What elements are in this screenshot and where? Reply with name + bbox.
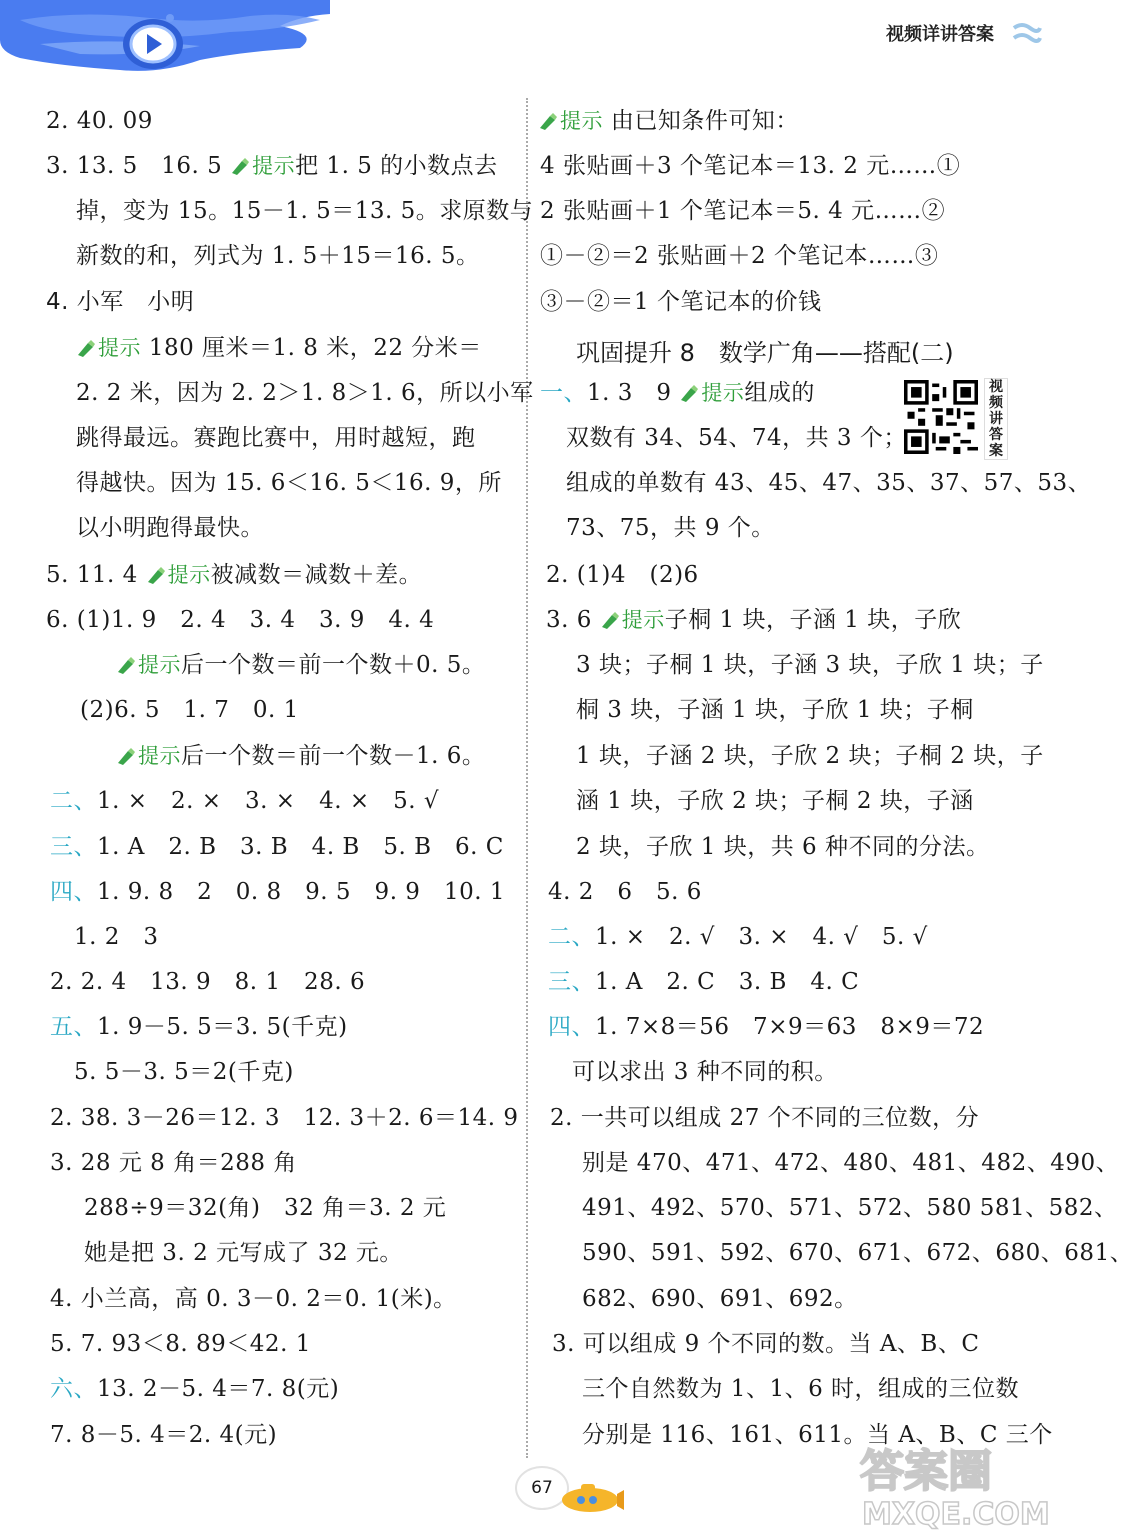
pencil-icon <box>538 112 558 130</box>
wave-icon <box>1012 20 1042 44</box>
pencil-icon <box>146 566 166 584</box>
hint-tag: 提示 <box>600 608 665 632</box>
header-title: 视频详讲答案 <box>886 24 994 45</box>
answer-line: 3 块；子桐 1 块，子涵 3 块，子欣 1 块；子 <box>576 652 1044 678</box>
hint-tag: 提示 <box>146 563 211 587</box>
column-divider <box>526 98 528 1458</box>
answer-line: 590、591、592、670、671、672、680、681、 <box>582 1240 1133 1266</box>
answer-line: 4 张贴画＋3 个笔记本＝13. 2 元……① <box>540 153 961 179</box>
answer-line: 二、1. × 2. √ 3. × 4. √ 5. √ <box>548 924 928 950</box>
answer-line: 四、1. 9. 8 2 0. 8 9. 5 9. 9 10. 1 <box>50 879 505 905</box>
pencil-icon <box>600 611 620 629</box>
answer-line: 7. 8－5. 4＝2. 4(元) <box>50 1422 278 1448</box>
answer-line: 1 块，子涵 2 块，子欣 2 块；子桐 2 块，子 <box>576 743 1044 769</box>
answer-line: 4. 小兰高，高 0. 3－0. 2＝0. 1(米)。 <box>50 1286 457 1312</box>
answer-line: 2. 38. 3－26＝12. 3 12. 3＋2. 6＝14. 9 <box>50 1105 519 1131</box>
watermark-logo <box>852 1436 1057 1532</box>
hint-tag: 提示 <box>230 154 295 178</box>
watermark-text-cn: 答案圈 <box>860 1446 992 1497</box>
answer-line: 分别是 116、161、611。当 A、B、C 三个 <box>582 1422 1053 1448</box>
answer-line: 5. 11. 4 提示被减数＝减数＋差。 <box>46 562 423 588</box>
answer-line: 她是把 3. 2 元写成了 32 元。 <box>84 1240 403 1266</box>
answer-line: 新数的和，列式为 1. 5＋15＝16. 5。 <box>76 243 480 269</box>
qr-code[interactable] <box>904 380 978 454</box>
answer-line: 提示后一个数＝前一个数－1. 6。 <box>116 741 485 771</box>
watermark-text-url: MXQE.COM <box>862 1497 1050 1532</box>
answer-line: 三个自然数为 1、1、6 时，组成的三位数 <box>582 1376 1020 1402</box>
answer-line: ①－②＝2 张贴画＋2 个笔记本……③ <box>540 243 939 269</box>
answer-line: 桐 3 块，子涵 1 块，子欣 1 块；子桐 <box>576 697 974 723</box>
answer-line: 5. 7. 93＜8. 89＜42. 1 <box>50 1331 311 1357</box>
answer-line: 别是 470、471、472、480、481、482、490、 <box>582 1150 1120 1176</box>
answer-line: 6. (1)1. 9 2. 4 3. 4 3. 9 4. 4 <box>46 607 435 633</box>
answer-line: 3. 13. 5 16. 5 提示把 1. 5 的小数点去 <box>46 153 498 179</box>
section-title: 巩固提升 8 数学广角——搭配(二) <box>576 339 954 367</box>
answer-line: 可以求出 3 种不同的积。 <box>572 1059 838 1085</box>
answer-line: 2. 40. 09 <box>46 108 153 134</box>
answer-line: 1. 2 3 <box>74 924 159 950</box>
answer-line: 682、690、691、692。 <box>582 1286 858 1312</box>
answer-line: 提示 180 厘米＝1. 8 米，22 分米＝ <box>76 333 482 363</box>
pencil-icon <box>230 157 250 175</box>
answer-line: 以小明跑得最快。 <box>76 515 264 541</box>
hint-tag: 提示 <box>76 336 141 360</box>
answer-line: 四、1. 7×8＝56 7×9＝63 8×9＝72 <box>548 1014 985 1040</box>
answer-line: 提示后一个数＝前一个数＋0. 5。 <box>116 650 485 680</box>
page-number: 67 <box>515 1466 569 1510</box>
answer-line: 3. 6 提示子桐 1 块，子涵 1 块，子欣 <box>546 607 962 633</box>
answer-line: 五、1. 9－5. 5＝3. 5(千克) <box>50 1014 348 1040</box>
answer-line: 六、13. 2－5. 4＝7. 8(元) <box>50 1376 340 1402</box>
answer-line: 2. 2. 4 13. 9 8. 1 28. 6 <box>50 969 366 995</box>
play-icon <box>118 12 188 72</box>
answer-line: 双数有 34、54、74，共 3 个； <box>566 425 907 451</box>
answer-line: 4. 小军 小明 <box>46 289 195 315</box>
answer-line: ③－②＝1 个笔记本的价钱 <box>540 289 822 315</box>
answer-line: (2)6. 5 1. 7 0. 1 <box>80 697 299 723</box>
answer-line: 2. 2 米，因为 2. 2＞1. 8＞1. 6，所以小军 <box>76 380 534 406</box>
pencil-icon <box>76 339 96 357</box>
answer-line: 288÷9＝32(角) 32 角＝3. 2 元 <box>84 1195 447 1221</box>
answer-line: 三、1. A 2. C 3. B 4. C <box>548 969 860 995</box>
answer-line: 三、1. A 2. B 3. B 4. B 5. B 6. C <box>50 834 504 860</box>
hint-tag: 提示 <box>116 653 181 677</box>
answer-line: 涵 1 块，子欣 2 块；子桐 2 块，子涵 <box>576 788 974 814</box>
answer-line: 5. 5－3. 5＝2(千克) <box>74 1059 294 1085</box>
answer-line: 跳得最远。赛跑比赛中，用时越短，跑 <box>76 425 476 451</box>
submarine-icon <box>555 1476 625 1516</box>
answer-line: 73、75，共 9 个。 <box>566 515 775 541</box>
answer-line: 得越快。因为 15. 6＜16. 5＜16. 9，所 <box>76 470 502 496</box>
answer-line: 二、1. × 2. × 3. × 4. × 5. √ <box>50 788 440 814</box>
pencil-icon <box>116 656 136 674</box>
answer-line: 4. 2 6 5. 6 <box>548 879 702 905</box>
answer-line: 491、492、570、571、572、580 581、582、 <box>582 1195 1118 1221</box>
hint-tag: 提示 <box>538 109 603 133</box>
answer-line: 组成的单数有 43、45、47、35、37、57、53、 <box>566 470 1092 496</box>
answer-line: 2. (1)4 (2)6 <box>546 562 699 588</box>
pencil-icon <box>679 384 699 402</box>
answer-line: 2 张贴画＋1 个笔记本＝5. 4 元……② <box>540 198 946 224</box>
answer-line: 3. 可以组成 9 个不同的数。当 A、B、C <box>552 1331 980 1357</box>
answer-line: 2. 一共可以组成 27 个不同的三位数，分 <box>550 1105 980 1131</box>
answer-line: 掉，变为 15。15－1. 5＝13. 5。求原数与 <box>76 198 534 224</box>
pencil-icon <box>116 747 136 765</box>
answer-line: 2 块，子欣 1 块，共 6 种不同的分法。 <box>576 834 990 860</box>
answer-line: 一、1. 3 9 提示组成的 <box>540 380 815 406</box>
qr-label: 视频讲答案 <box>984 378 1008 460</box>
answer-line: 3. 28 元 8 角＝288 角 <box>50 1150 297 1176</box>
hint-tag: 提示 <box>679 381 744 405</box>
hint-tag: 提示 <box>116 744 181 768</box>
answer-line: 提示 由已知条件可知： <box>538 106 799 136</box>
